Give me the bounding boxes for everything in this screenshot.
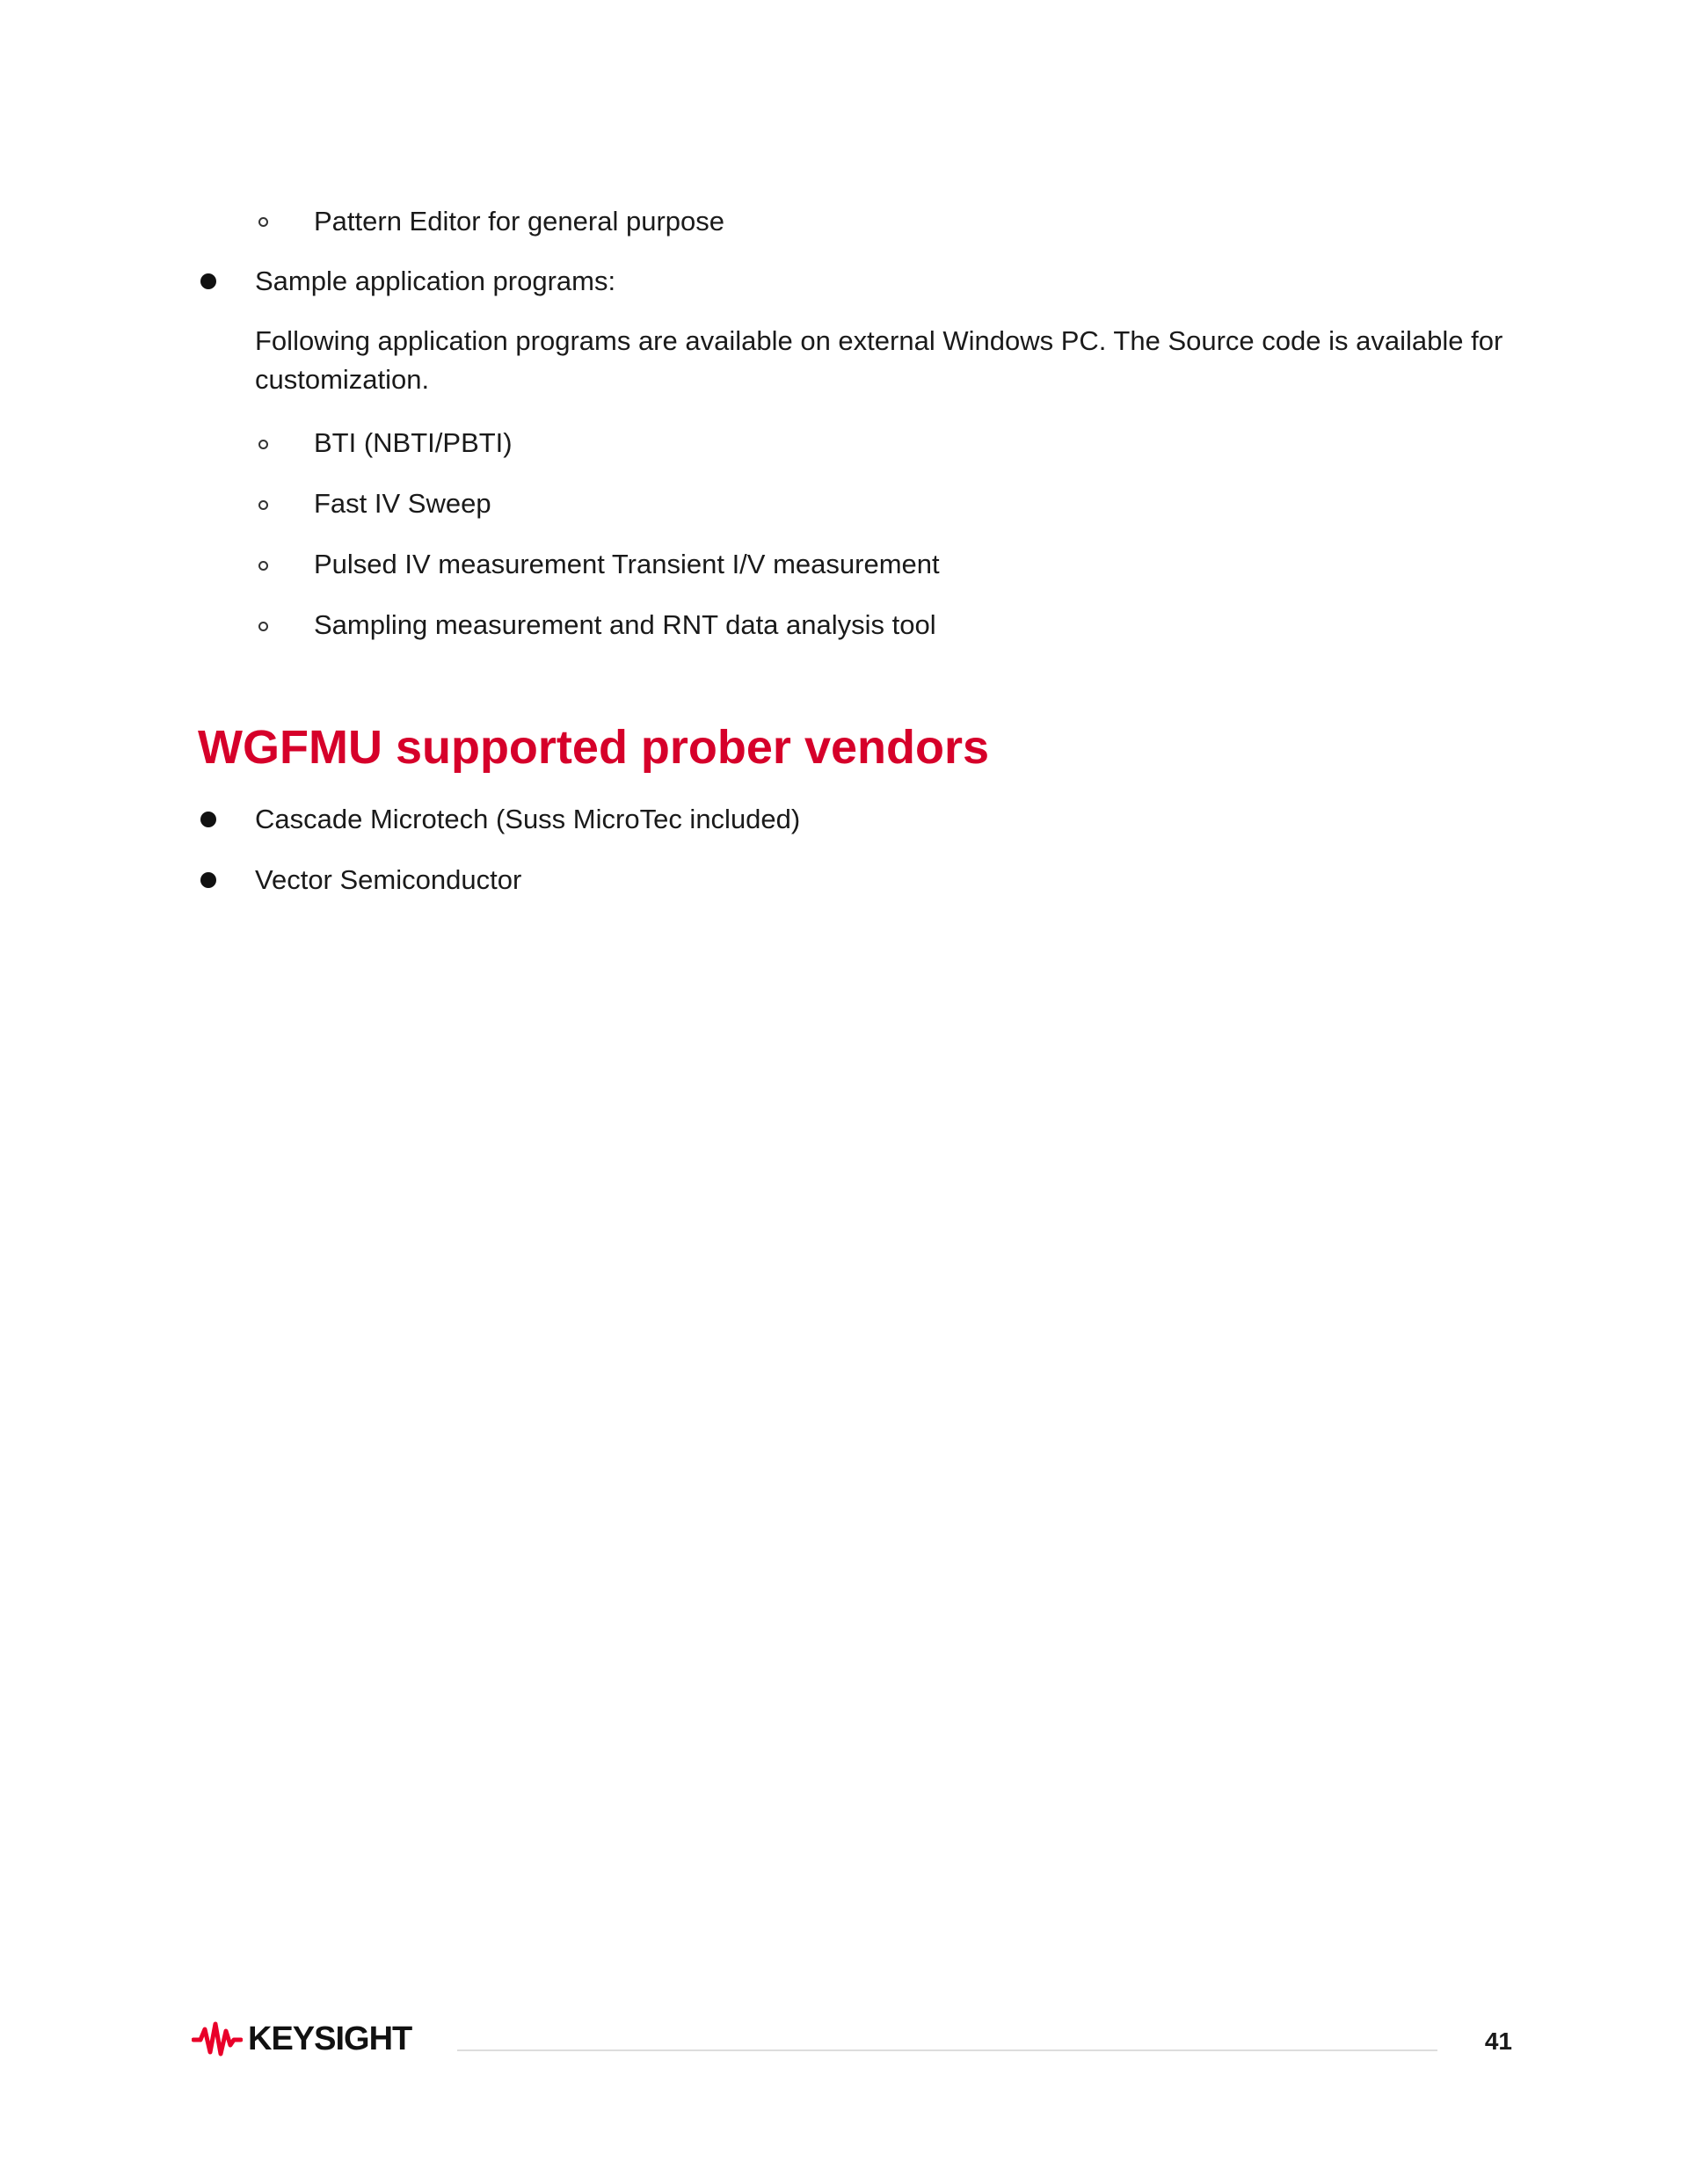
list-item: Pulsed IV measurement Transient I/V measurement	[314, 549, 940, 579]
sub-bullet-marker	[258, 440, 268, 449]
section-heading: WGFMU supported prober vendors	[198, 721, 990, 774]
bullet-marker	[200, 872, 216, 888]
bullet-marker	[200, 812, 216, 827]
bullet-marker	[200, 273, 216, 289]
sub-bullet-marker	[258, 500, 268, 510]
list-item: Fast IV Sweep	[314, 488, 491, 519]
list-item: Pattern Editor for general purpose	[314, 206, 724, 237]
list-item: Cascade Microtech (Suss MicroTec included)	[255, 804, 801, 834]
keysight-logo	[192, 2019, 411, 2059]
keysight-wave-icon	[192, 2019, 243, 2059]
list-item: BTI (NBTI/PBTI)	[314, 427, 513, 458]
sample-programs-description: Following application programs are available on external Windows PC. The Source code is available for customization.	[255, 325, 1503, 395]
sub-bullet-marker	[258, 622, 268, 631]
page-number: 41	[1484, 2027, 1512, 2055]
keysight-logo-text: KEYSIGHT	[248, 2020, 412, 2057]
list-item: Sample application programs:	[255, 266, 616, 296]
list-item: Vector Semiconductor	[255, 864, 522, 895]
list-item: Sampling measurement and RNT data analysis tool	[314, 609, 936, 640]
sub-bullet-marker	[258, 561, 268, 571]
footer-divider	[457, 2049, 1437, 2051]
sub-bullet-marker	[258, 217, 268, 227]
